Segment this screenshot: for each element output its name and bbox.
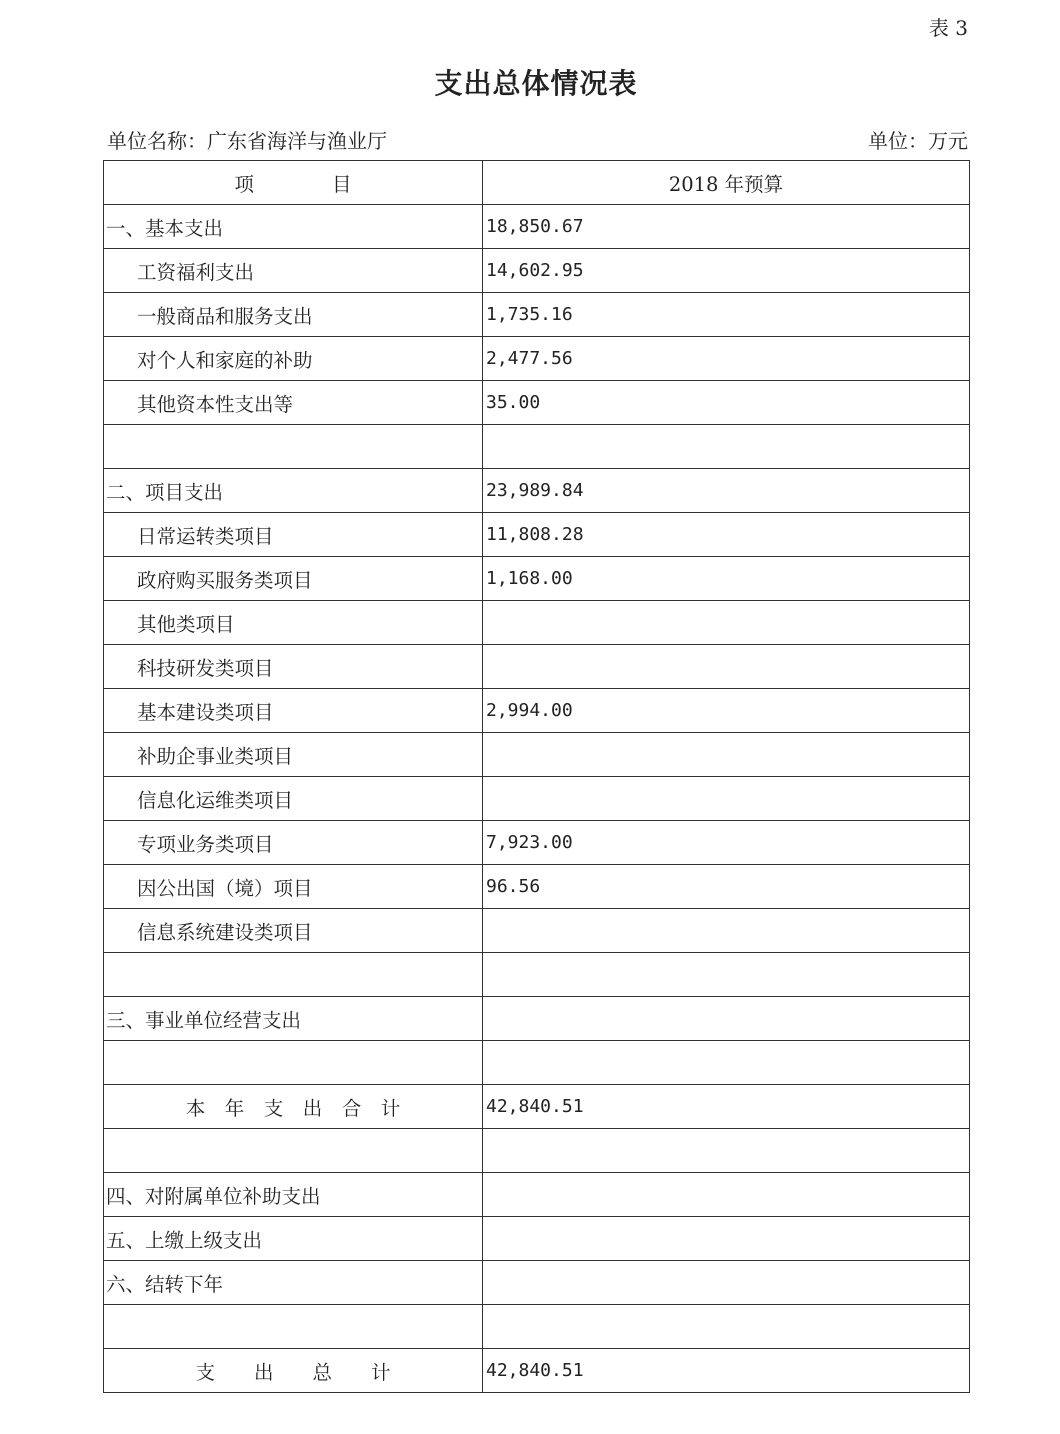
row-label: 科技研发类项目: [104, 645, 483, 689]
row-label: 其他资本性支出等: [104, 381, 483, 425]
table-row: [104, 997, 970, 1041]
row-label: 信息化运维类项目: [104, 777, 483, 821]
table-row: [104, 821, 970, 865]
header-budget: 2018 年预算: [483, 161, 970, 205]
table-row: [104, 1173, 970, 1217]
row-label: 其他类项目: [104, 601, 483, 645]
row-value: 42,840.51: [483, 1085, 970, 1129]
row-value: 23,989.84: [483, 469, 970, 513]
row-value: 96.56: [483, 865, 970, 909]
row-label: [104, 1041, 483, 1085]
row-label: 一、基本支出: [104, 205, 483, 249]
row-value: [483, 1217, 970, 1261]
table-row: [104, 425, 970, 469]
row-label: 工资福利支出: [104, 249, 483, 293]
row-label: 对个人和家庭的补助: [104, 337, 483, 381]
row-label: 专项业务类项目: [104, 821, 483, 865]
row-label: 补助企事业类项目: [104, 733, 483, 777]
row-value: 1,735.16: [483, 293, 970, 337]
row-value: [483, 777, 970, 821]
page-title: 支出总体情况表: [434, 67, 638, 100]
table-header-row: [104, 161, 970, 205]
row-value: 42,840.51: [483, 1349, 970, 1393]
row-value: 11,808.28: [483, 513, 970, 557]
row-value: 7,923.00: [483, 821, 970, 865]
row-value: [483, 1173, 970, 1217]
row-label: 因公出国（境）项目: [104, 865, 483, 909]
row-label: [104, 1129, 483, 1173]
row-value: [483, 733, 970, 777]
table-row: [104, 1041, 970, 1085]
table-row: [104, 1217, 970, 1261]
row-label: 一般商品和服务支出: [104, 293, 483, 337]
row-value: [483, 997, 970, 1041]
table-number: 表 3: [928, 16, 968, 40]
currency-unit-label: 单位：万元: [868, 129, 968, 153]
table-row: [104, 557, 970, 601]
table-row: [104, 513, 970, 557]
table-row: [104, 293, 970, 337]
row-value: [483, 909, 970, 953]
table-row: [104, 249, 970, 293]
row-value: [483, 953, 970, 997]
row-label: 支 出 总 计: [104, 1349, 483, 1393]
row-value: [483, 1041, 970, 1085]
table-row: [104, 205, 970, 249]
row-label: [104, 1305, 483, 1349]
row-label: 四、对附属单位补助支出: [104, 1173, 483, 1217]
row-label: 政府购买服务类项目: [104, 557, 483, 601]
row-label: 三、事业单位经营支出: [104, 997, 483, 1041]
unit-name-label: 单位名称：广东省海洋与渔业厅: [107, 129, 387, 153]
row-label: 六、结转下年: [104, 1261, 483, 1305]
table-row: [104, 337, 970, 381]
table-row: [104, 909, 970, 953]
row-value: 14,602.95: [483, 249, 970, 293]
row-label: 基本建设类项目: [104, 689, 483, 733]
row-label: 二、项目支出: [104, 469, 483, 513]
row-value: [483, 601, 970, 645]
row-value: 1,168.00: [483, 557, 970, 601]
row-label: [104, 953, 483, 997]
table-row: [104, 601, 970, 645]
table-row: [104, 1261, 970, 1305]
table-row: [104, 953, 970, 997]
table-row: [104, 777, 970, 821]
table-row: [104, 381, 970, 425]
table-row: [104, 1085, 970, 1129]
table-row: [104, 733, 970, 777]
table-row: [104, 865, 970, 909]
table-row: [104, 1129, 970, 1173]
row-value: 35.00: [483, 381, 970, 425]
table-row: [104, 645, 970, 689]
row-value: 2,477.56: [483, 337, 970, 381]
row-label: 信息系统建设类项目: [104, 909, 483, 953]
row-value: [483, 645, 970, 689]
row-value: [483, 425, 970, 469]
row-label: 五、上缴上级支出: [104, 1217, 483, 1261]
row-value: 2,994.00: [483, 689, 970, 733]
header-item: 项 目: [104, 161, 483, 205]
table-row: [104, 469, 970, 513]
expenditure-table: [103, 160, 970, 1393]
row-value: [483, 1305, 970, 1349]
row-label: 本 年 支 出 合 计: [104, 1085, 483, 1129]
table-row: [104, 1305, 970, 1349]
row-value: [483, 1129, 970, 1173]
row-label: [104, 425, 483, 469]
row-value: [483, 1261, 970, 1305]
table-row: [104, 1349, 970, 1393]
row-label: 日常运转类项目: [104, 513, 483, 557]
row-value: 18,850.67: [483, 205, 970, 249]
table-row: [104, 689, 970, 733]
